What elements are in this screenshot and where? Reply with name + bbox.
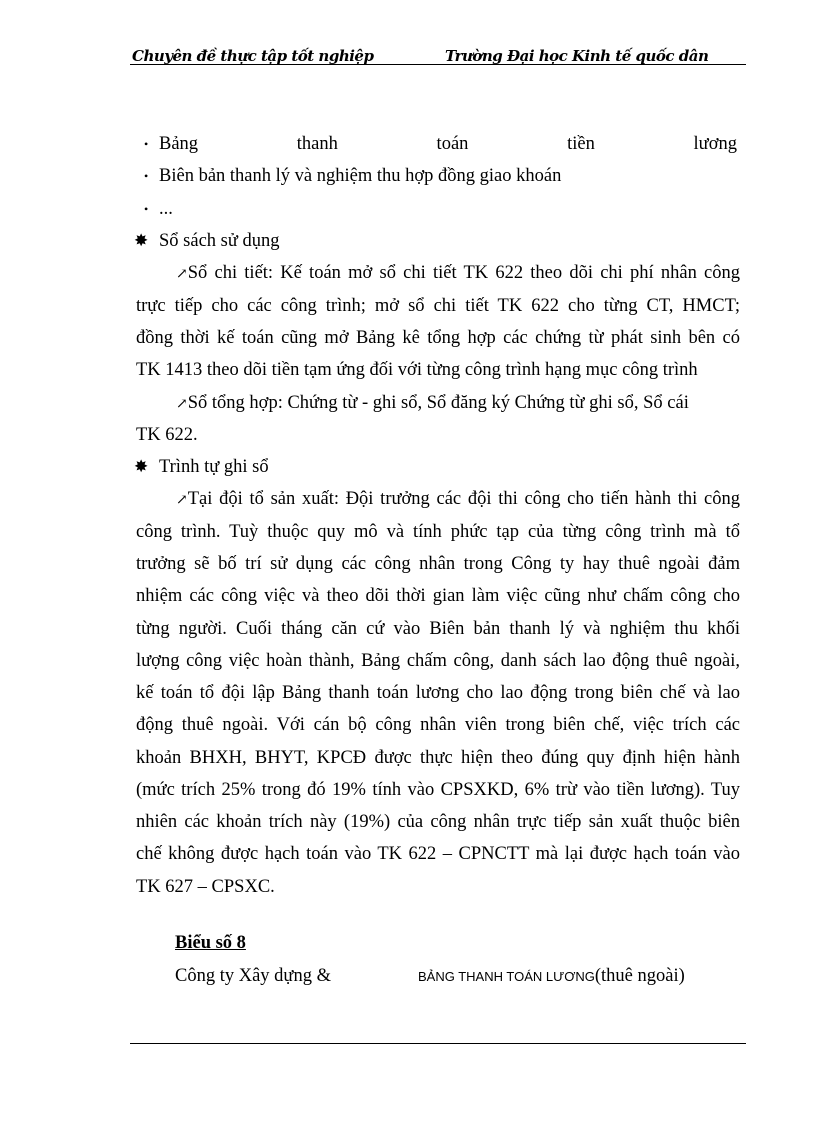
- company-name: Công ty Xây dựng &: [175, 966, 331, 986]
- paragraph-line: động thuê ngoài. Với cán bộ công nhân viên trong biên chế, việc trích các: [136, 715, 740, 735]
- paragraph-line: trưởng sẽ bố trí sử dụng các công nhân trong Công ty hay thuê ngoài đảm: [136, 554, 740, 574]
- bullet-item: ...: [159, 199, 173, 219]
- arrow-icon: ↗: [176, 397, 188, 412]
- header-left: Chuyên đề thực tập tốt nghiệp: [132, 47, 374, 65]
- paragraph-line: từng người. Cuối tháng căn cứ vào Biên bản thanh lý và nghiệm thu khối: [136, 619, 740, 639]
- paragraph-line: ↗Sổ chi tiết: Kế toán mở sổ chi tiết TK 622 theo dõi chi phí nhân công: [176, 263, 740, 283]
- arrow-icon: ↗: [176, 267, 188, 282]
- flower-bullet-icon: ✸: [134, 457, 149, 476]
- paragraph-line: đồng thời kế toán cũng mở Bảng kê tổng hợp các chứng từ phát sinh bên có: [136, 328, 740, 348]
- bullet-marker: •: [144, 169, 149, 183]
- paragraph-line: TK 622.: [136, 425, 198, 445]
- paragraph-line: ↗Sổ tổng hợp: Chứng từ - ghi sổ, Sổ đăng ký Chứng từ ghi sổ, Sổ cái: [176, 393, 689, 413]
- flower-bullet-icon: ✸: [134, 231, 149, 250]
- footer-divider: [130, 1043, 746, 1044]
- section-title: Sổ sách sử dụng: [159, 231, 280, 251]
- paragraph-line: nhiệm các công việc và theo dõi thời gian làm việc cũng như chấm công cho: [136, 586, 740, 606]
- table-title: BẢNG THANH TOÁN LƯƠNG(thuê ngoài): [418, 966, 685, 986]
- section-title: Trình tự ghi sổ: [159, 457, 269, 477]
- paragraph-line: công trình. Tuỳ thuộc quy mô và tính phức tạp của từng công trình mà tổ: [136, 522, 740, 542]
- arrow-icon: ↗: [176, 493, 188, 508]
- bullet-item: Biên bản thanh lý và nghiệm thu hợp đồng giao khoán: [159, 166, 562, 186]
- paragraph-line: lượng công việc hoàn thành, Bảng chấm công, danh sách lao động thuê ngoài,: [136, 651, 740, 671]
- paragraph-line: kế toán tổ đội lập Bảng thanh toán lương cho lao động trong biên chế và lao: [136, 683, 740, 703]
- paragraph-line: TK 627 – CPSXC.: [136, 877, 275, 897]
- paragraph-line: nhiên các khoản trích này (19%) của công nhân trực tiếp sản xuất thuộc biên: [136, 812, 740, 832]
- bullet-item: Bảng thanh toán tiền lương: [159, 134, 737, 154]
- bullet-marker: •: [144, 137, 149, 151]
- exhibit-label: Biểu số 8: [175, 933, 246, 953]
- paragraph-line: TK 1413 theo dõi tiền tạm ứng đối với từng công trình hạng mục công trình: [136, 360, 698, 380]
- page-header: [130, 48, 746, 65]
- paragraph-line: ↗Tại đội tổ sản xuất: Đội trưởng các đội thi công cho tiến hành thi công: [176, 489, 740, 509]
- paragraph-line: chế không được hạch toán vào TK 622 – CPNCTT mà lại được hạch toán vào: [136, 844, 740, 864]
- paragraph-line: khoản BHXH, BHYT, KPCĐ được thực hiện theo đúng quy định hiện hành: [136, 748, 740, 768]
- bullet-marker: •: [144, 202, 149, 216]
- paragraph-line: trực tiếp cho các công trình; mở sổ chi tiết TK 622 cho từng CT, HMCT;: [136, 296, 740, 316]
- header-right: Trường Đại học Kinh tế quốc dân: [445, 47, 709, 65]
- paragraph-line: (mức trích 25% trong đó 19% tính vào CPSXKD, 6% trừ vào tiền lương). Tuy: [136, 780, 740, 800]
